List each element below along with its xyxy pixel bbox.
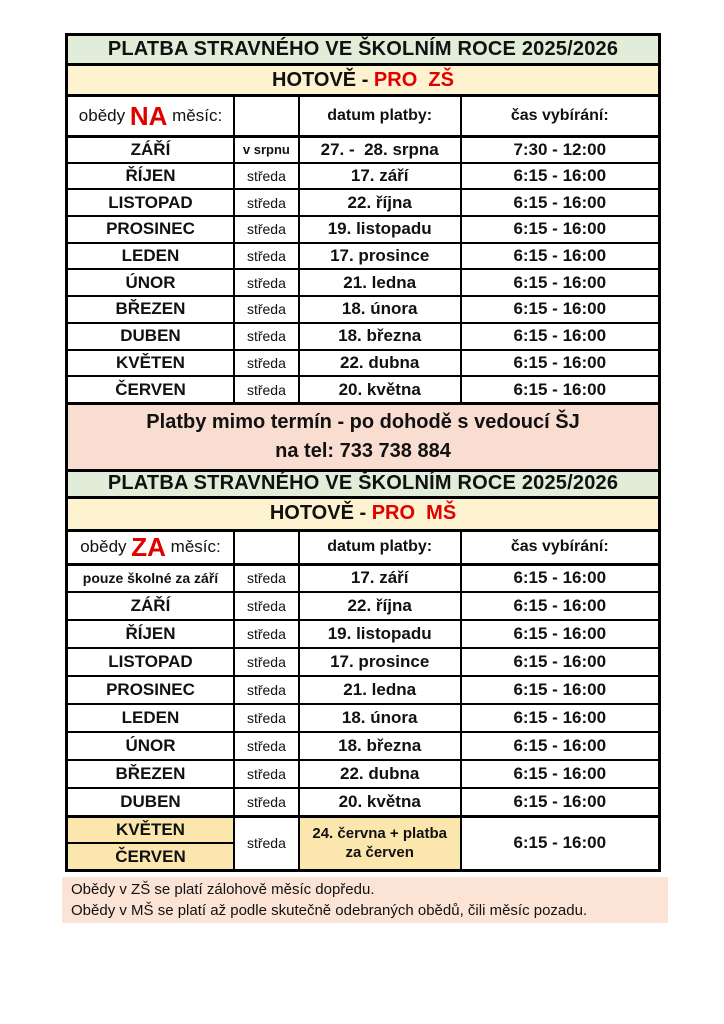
weekday-cell: v srpnu [235,138,300,162]
month-cell: LISTOPAD [68,190,235,215]
payment-date-cell: 22. dubna [300,351,462,376]
table-row [68,647,658,675]
weekday-cell: středa [235,297,300,322]
ms-subtitle-highlight: PRO MŠ [371,502,457,525]
payment-date-cell: 22. dubna [300,761,462,787]
month-cell: BŘEZEN [68,297,235,322]
payment-date-cell: 19. listopadu [300,217,462,242]
month-cell: ČERVEN [68,844,233,869]
payment-date-cell: 18. února [300,705,462,731]
weekday-cell: středa [235,270,300,295]
table-row [68,591,658,619]
zs-subtitle-highlight: PRO ZŠ [373,68,454,91]
table-row [68,268,658,295]
table-row [68,375,658,402]
ms-col-month-header [68,532,235,563]
collection-time-cell: 6:15 - 16:00 [513,272,607,292]
weekday-cell: středa [235,244,300,269]
merged-month-column [68,818,235,869]
table-row [68,162,658,189]
weekday-cell: středa [235,789,300,815]
weekday-cell: středa [235,733,300,759]
payment-date-line-2: za červen [345,844,414,862]
payment-date-cell: 20. května [300,789,462,815]
collection-time-cell: 6:15 - 16:00 [513,595,607,615]
payment-date-cell: 20. května [300,377,462,402]
collection-time-cell: 6:15 - 16:00 [513,707,607,727]
footer-note-zs: Obědy v ZŠ se platí zálohově měsíc dopředu. [71,881,375,898]
payment-date-cell [300,818,462,869]
month-cell: LEDEN [68,705,235,731]
ms-title: PLATBA STRAVNÉHO VE ŠKOLNÍM ROCE 2025/2026 [68,469,658,496]
weekday-cell: středa [235,818,300,869]
table-row [68,675,658,703]
zs-subtitle [68,63,658,94]
payment-date-cell: 19. listopadu [300,621,462,647]
ms-col-day-header [235,532,300,563]
collection-time-cell: 6:15 - 16:00 [513,246,607,266]
table-row [68,731,658,759]
ms-header-highlight: ZA [131,532,166,563]
collection-time-cell: 6:15 - 16:00 [513,219,607,239]
month-cell: ÚNOR [68,733,235,759]
table-row [68,188,658,215]
month-cell: ZÁŘÍ [68,138,235,162]
table-row [68,242,658,269]
month-cell: LISTOPAD [68,649,235,675]
collection-time-cell: 6:15 - 16:00 [513,651,607,671]
month-cell: DUBEN [68,324,235,349]
month-cell: PROSINEC [68,217,235,242]
weekday-cell: středa [235,377,300,402]
collection-time-cell: 6:15 - 16:00 [513,568,607,588]
payment-date-cell: 22. října [300,190,462,215]
month-cell: KVĚTEN [68,818,233,845]
payment-date-cell: 18. února [300,297,462,322]
payment-date-cell: 21. ledna [300,677,462,703]
table-row [68,759,658,787]
zs-col-date-header: datum platby: [300,97,462,135]
weekday-cell: středa [235,190,300,215]
payment-date-cell: 27. - 28. srpna [300,138,462,162]
month-cell: BŘEZEN [68,761,235,787]
month-cell: ŘÍJEN [68,621,235,647]
collection-time-cell: 6:15 - 16:00 [513,192,607,212]
footer-note-ms: Obědy v MŠ se platí až podle skutečně odebraných obědů, čili měsíc pozadu. [71,902,588,919]
collection-time-cell: 6:15 - 16:00 [513,833,607,853]
table-row [68,787,658,815]
collection-time-cell: 6:15 - 16:00 [513,326,607,346]
collection-time-cell: 6:15 - 16:00 [513,763,607,783]
month-cell: KVĚTEN [68,351,235,376]
table-row [68,135,658,162]
note-line-2: na tel: 733 738 884 [275,439,451,462]
collection-time-cell: 6:15 - 16:00 [513,623,607,643]
ms-col-date-header: datum platby: [300,532,462,563]
ms-subtitle-prefix: HOTOVĚ - [269,502,372,525]
collection-time-cell: 6:15 - 16:00 [513,679,607,699]
payment-date-cell: 22. října [300,593,462,619]
zs-header-row [68,94,658,135]
weekday-cell: středa [235,677,300,703]
collection-time-cell: 6:15 - 16:00 [513,299,607,319]
payment-date-cell: 18. března [300,324,462,349]
zs-header-suffix: měsíc: [167,106,223,125]
collection-time-cell: 6:15 - 16:00 [513,735,607,755]
off-schedule-payment-note [68,402,658,469]
ms-header-prefix: obědy [80,537,132,557]
table-row [68,563,658,591]
weekday-cell: středa [235,649,300,675]
ms-col-time-header: čas vybírání: [510,538,609,556]
zs-header-highlight: NA [129,101,168,131]
payment-date-cell: 17. prosince [300,649,462,675]
table-row [68,703,658,731]
month-cell: LEDEN [68,244,235,269]
month-cell: ÚNOR [68,270,235,295]
zs-title: PLATBA STRAVNÉHO VE ŠKOLNÍM ROCE 2025/2026 [68,36,658,63]
table-row [68,619,658,647]
month-cell: PROSINEC [68,677,235,703]
weekday-cell: středa [235,705,300,731]
weekday-cell: středa [235,593,300,619]
collection-time-cell: 6:15 - 16:00 [513,379,607,399]
month-cell: ŘÍJEN [68,164,235,189]
weekday-cell: středa [235,164,300,189]
payment-date-line-1: 24. června + platba [312,825,448,843]
collection-time-cell: 6:15 - 16:00 [513,791,607,811]
payment-date-cell: 17. září [300,164,462,189]
zs-header-prefix: obědy [78,106,130,125]
table-row [68,349,658,376]
note-line-1: Platby mimo termín - po dohodě s vedoucí ŠJ [146,410,580,433]
payment-date-cell: 21. ledna [300,270,462,295]
payment-date-cell: 17. září [300,566,462,591]
table-row [68,322,658,349]
ms-header-row [68,529,658,563]
collection-time-cell: 6:15 - 16:00 [513,166,607,186]
month-cell: ZÁŘÍ [68,593,235,619]
merged-may-june-row [68,815,658,869]
table-row [68,215,658,242]
weekday-cell: středa [235,351,300,376]
payment-date-cell: 18. března [300,733,462,759]
weekday-cell: středa [235,324,300,349]
month-cell: DUBEN [68,789,235,815]
weekday-cell: středa [235,566,300,591]
ms-header-suffix: měsíc: [165,537,221,557]
zs-col-month-header [68,97,235,135]
zs-col-day-header [235,97,300,135]
month-cell: ČERVEN [68,377,235,402]
weekday-cell: středa [235,621,300,647]
collection-time-cell: 6:15 - 16:00 [513,352,607,372]
weekday-cell: středa [235,761,300,787]
zs-subtitle-prefix: HOTOVĚ - [272,68,374,91]
weekday-cell: středa [235,217,300,242]
zs-col-time-header: čas vybírání: [510,107,609,124]
payment-schedule-document [65,33,661,872]
collection-time-cell: 7:30 - 12:00 [513,139,607,159]
ms-subtitle [68,496,658,529]
table-row [68,295,658,322]
footer-notes [62,877,668,923]
month-cell: pouze školné za září [68,566,235,591]
payment-date-cell: 17. prosince [300,244,462,269]
